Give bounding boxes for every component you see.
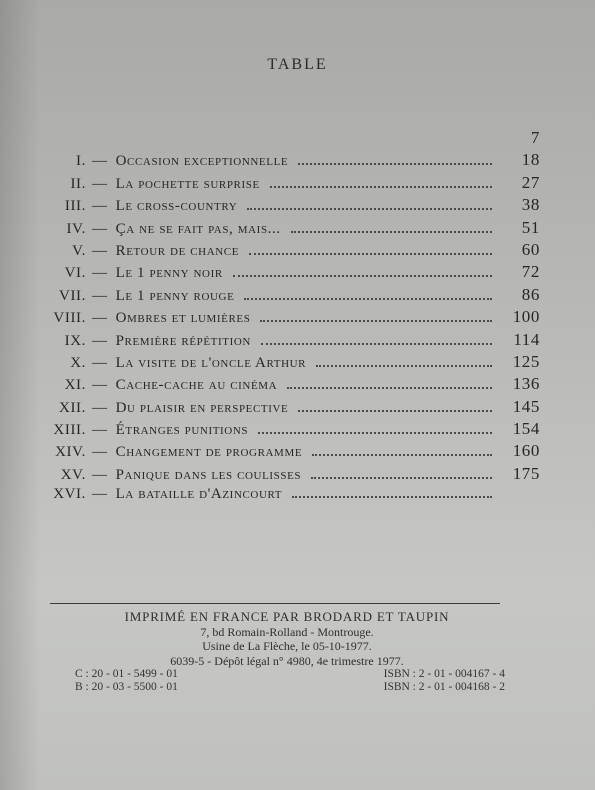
chapter-dash: — [92,466,108,483]
dot-leader [233,274,492,277]
imprint-address: 7, bd Romain-Rolland - Montrouge. [200,624,374,639]
chapter-dash: — [92,399,108,416]
chapter-title: Du plaisir en perspective [115,399,289,416]
toc-row [40,419,540,441]
imprint-legal-deposit: 6039-5 - Dépôt légal n° 4980, 4e trimestre 1977. [170,653,404,668]
dot-leader [311,476,492,479]
chapter-title: Le 1 penny noir [115,265,223,282]
chapter-number: IX. [64,332,86,349]
chapter-number: IV. [66,220,86,237]
chapter-number: XI. [64,377,86,394]
dot-leader [260,319,492,322]
chapter-title: Le cross-country [115,198,238,215]
divider-rule [50,603,500,604]
page-number: 160 [512,441,540,461]
chapter-dash: — [92,198,108,215]
code-row [75,681,505,694]
page-number: 86 [521,284,540,304]
chapter-number: XIII. [53,422,86,439]
imprint-factory: Usine de La Flèche, le 05-10-1977. [202,639,372,653]
page-title: TABLE [267,56,328,73]
chapter-title: Retour de chance [115,242,240,259]
chapter-title: Changement de programme [115,444,303,461]
toc-row [40,262,540,284]
page-number: 125 [512,351,540,371]
toc-row [40,397,540,419]
catalog-code: C : 20 - 01 - 5499 - 01 [75,668,178,680]
table-of-contents [40,128,540,509]
toc-row [40,307,540,329]
chapter-number: VII. [59,287,86,304]
dot-leader [292,495,492,498]
page-number: 60 [521,239,540,259]
chapter-number: XIV. [55,444,86,461]
dot-leader [247,207,492,210]
dot-leader [261,342,492,345]
chapter-dash: — [92,220,108,237]
chapter-dash: — [92,153,108,170]
chapter-dash: — [92,422,108,439]
chapter-title: La pochette surprise [115,175,260,192]
toc-row [40,374,540,396]
chapter-dash: — [92,175,108,192]
chapter-dash: — [92,486,108,503]
chapter-number: XII. [59,399,86,416]
toc-row [40,352,540,374]
toc-row [40,330,540,352]
chapter-title: La visite de l'oncle Arthur [115,354,307,371]
imprint-printer: IMPRIMÉ EN FRANCE PAR BRODARD ET TAUPIN [124,609,450,624]
toc-row [40,195,540,217]
dot-leader [244,297,492,300]
isbn-code: ISBN : 2 - 01 - 004167 - 4 [383,668,505,680]
catalog-codes [75,668,505,694]
page-number: 27 [521,172,540,192]
dot-leader [287,386,492,389]
chapter-dash: — [92,310,108,327]
dot-leader [249,252,492,255]
toc-row [40,173,540,195]
page-number: 7 [530,128,540,147]
chapter-title: Le 1 penny rouge [115,287,235,304]
catalog-code: B : 20 - 03 - 5500 - 01 [75,681,178,693]
toc-row [40,150,540,172]
chapter-number: I. [76,153,86,170]
toc-row [40,285,540,307]
code-row [75,668,505,681]
toc-row [40,218,540,240]
chapter-dash: — [92,354,108,371]
toc-row [40,441,540,463]
toc-row [40,486,540,508]
imprint-block [72,610,502,668]
chapter-dash: — [92,242,108,259]
page-shadow [0,0,40,790]
chapter-dash: — [92,444,108,461]
chapter-title: La bataille d'Azincourt [115,486,283,503]
chapter-title: Cache-cache au cinéma [115,377,278,394]
chapter-dash: — [92,377,108,394]
dot-leader [270,185,492,188]
chapter-number: VIII. [53,310,86,327]
chapter-number: X. [70,354,86,371]
page-number: 18 [521,150,540,170]
toc-row [40,240,540,262]
chapter-number: V. [72,242,86,259]
page-number: 175 [512,463,540,483]
page-number: 145 [512,396,540,416]
page-number: 154 [512,419,540,439]
page-number: 51 [521,217,540,237]
page-number: 72 [521,262,540,282]
chapter-title: Panique dans les coulisses [115,466,302,483]
dot-leader [312,453,492,456]
chapter-title: Occasion exceptionnelle [115,153,289,170]
dot-leader [258,431,492,434]
chapter-number: XV. [60,466,86,483]
page-number: 136 [512,374,540,394]
chapter-title: Ombres et lumières [115,310,251,327]
dot-leader [298,162,492,165]
page-number: 114 [513,329,540,349]
chapter-dash: — [92,265,108,282]
chapter-dash: — [92,332,108,349]
dot-leader [316,364,492,367]
chapter-dash: — [92,287,108,304]
isbn-code: ISBN : 2 - 01 - 004168 - 2 [383,681,505,693]
dot-leader [291,230,492,233]
page-number: 100 [512,307,540,327]
chapter-title: Première répétition [115,332,251,349]
chapter-number: II. [70,175,86,192]
chapter-number: III. [64,198,86,215]
page-number: 38 [521,195,540,215]
chapter-title: Ça ne se fait pas, mais... [115,220,281,237]
toc-row [40,128,540,150]
toc-row [40,464,540,486]
chapter-title: Étranges punitions [115,422,249,439]
chapter-number: XVI. [53,486,86,503]
chapter-number: VI. [64,265,86,282]
dot-leader [298,409,492,412]
